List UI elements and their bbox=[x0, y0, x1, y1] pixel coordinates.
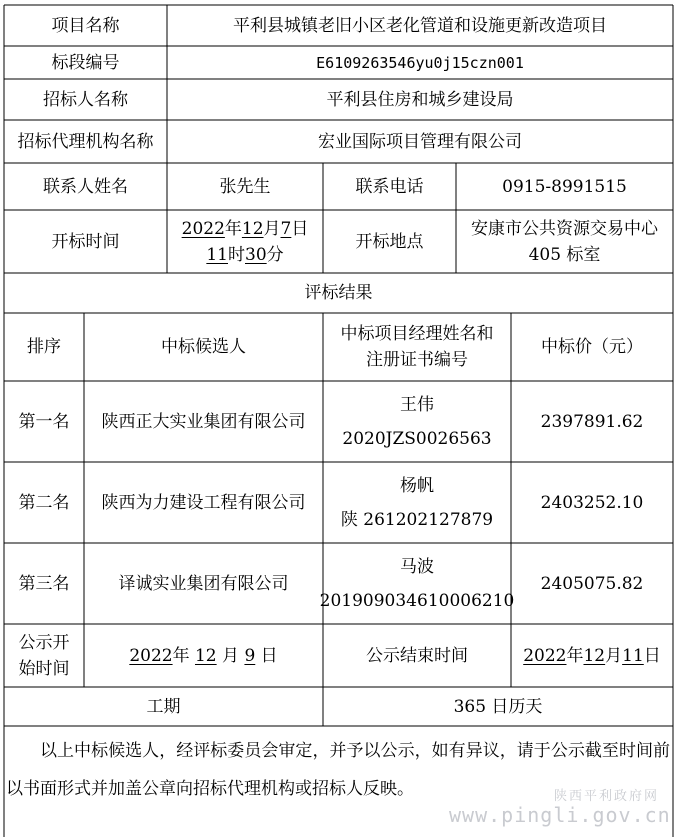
row-2-manager: 杨帆 陕 261202127879 bbox=[340, 475, 494, 530]
project-name-label: 项目名称 bbox=[51, 15, 120, 36]
row-1-candidate: 陕西正大实业集团有限公司 bbox=[101, 411, 306, 432]
row-2-rank: 第二名 bbox=[18, 492, 70, 513]
contact-label: 联系人姓名 bbox=[43, 176, 128, 197]
duration-value: 365 日历天 bbox=[453, 696, 543, 717]
row-1-manager: 王伟 2020JZS0026563 bbox=[342, 394, 492, 449]
notice-text: 以上中标候选人，经评标委员会审定，并予以公示，如有异议，请于公示截至时间前以书面形式并加盖公章向招标代理机构或招标人反映。 bbox=[6, 741, 670, 799]
section-code: E6109263546yu0j15czn001 bbox=[316, 53, 524, 72]
publicity-start-label: 公示开 始时间 bbox=[18, 632, 70, 679]
phone-label: 联系电话 bbox=[355, 176, 424, 197]
open-place-label: 开标地点 bbox=[355, 231, 424, 252]
header-price: 中标价（元） bbox=[541, 337, 643, 357]
open-hour: 11 bbox=[206, 244, 228, 265]
tenderer-name: 平利县住房和城乡建设局 bbox=[326, 89, 514, 110]
row-3-candidate: 译诚实业集团有限公司 bbox=[118, 573, 289, 594]
section-code-label: 标段编号 bbox=[51, 52, 120, 73]
publicity-end-label: 公示结束时间 bbox=[366, 645, 468, 666]
duration-label: 工期 bbox=[146, 696, 181, 717]
row-1-price: 2397891.62 bbox=[540, 411, 644, 432]
open-place: 安康市公共资源交易中心 405 标室 bbox=[471, 218, 658, 265]
open-day: 7 bbox=[280, 218, 292, 239]
agency-label: 招标代理机构名称 bbox=[17, 131, 154, 152]
site-watermark: 陕西平利政府网 www.pingli.gov.cn bbox=[449, 789, 671, 827]
header-rank: 排序 bbox=[27, 337, 61, 357]
row-3-rank: 第三名 bbox=[18, 573, 70, 594]
results-title: 评标结果 bbox=[304, 283, 373, 303]
row-2-price: 2403252.10 bbox=[540, 492, 644, 513]
open-time: 2022年12月7日 11时30分 bbox=[181, 218, 309, 265]
row-3-price: 2405075.82 bbox=[540, 573, 644, 594]
agency-name: 宏业国际项目管理有限公司 bbox=[318, 131, 522, 152]
publicity-end-date: 2022年12月11日 bbox=[523, 645, 661, 666]
contact-name: 张先生 bbox=[219, 176, 271, 197]
tenderer-label: 招标人名称 bbox=[43, 89, 128, 110]
open-month: 12 bbox=[241, 218, 264, 239]
open-minute: 30 bbox=[245, 244, 267, 265]
header-candidate: 中标候选人 bbox=[161, 337, 246, 357]
publicity-start-date: 2022年 12 月 9 日 bbox=[129, 645, 278, 666]
project-name: 平利县城镇老旧小区老化管道和设施更新改造项目 bbox=[233, 15, 607, 36]
row-2-candidate: 陕西为力建设工程有限公司 bbox=[101, 492, 306, 513]
row-3-manager: 马波 201909034610006210 bbox=[319, 556, 515, 611]
header-manager: 中标项目经理姓名和 注册证书编号 bbox=[340, 324, 494, 370]
open-year: 2022 bbox=[181, 218, 225, 239]
open-time-label: 开标时间 bbox=[51, 231, 120, 252]
row-1-rank: 第一名 bbox=[18, 411, 70, 432]
phone-number: 0915-8991515 bbox=[502, 176, 627, 197]
